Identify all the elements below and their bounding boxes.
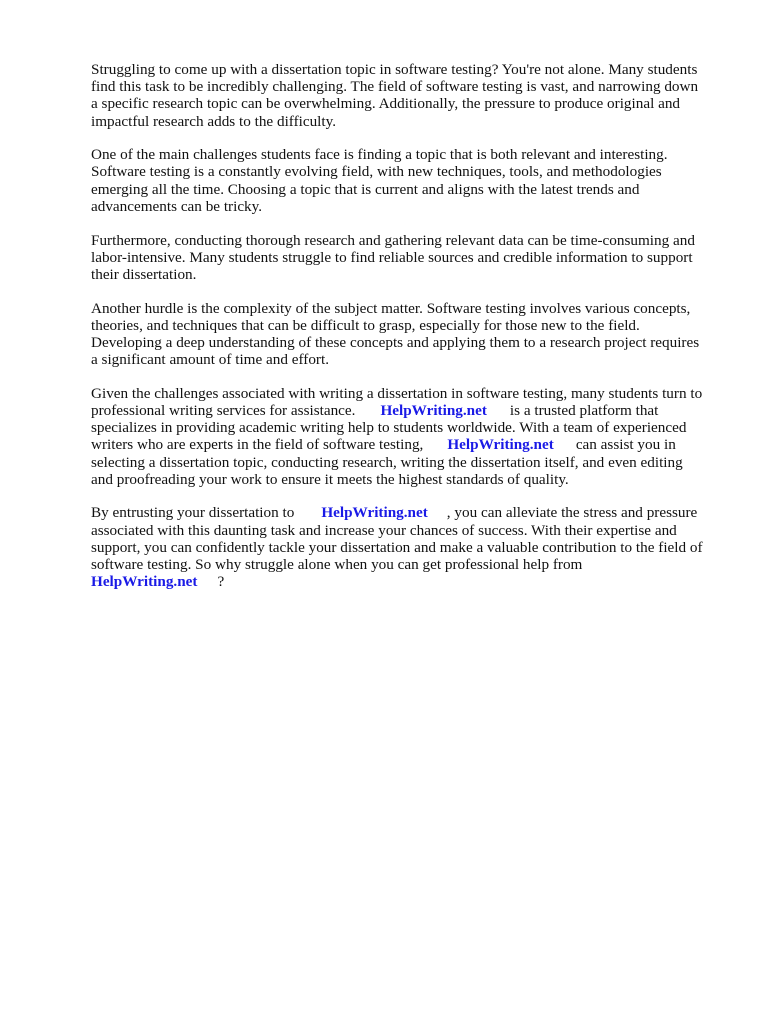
text-line: Software testing is a constantly evolving field, with new techniques, tools, and methodologies (91, 163, 662, 181)
helpwriting-link[interactable]: HelpWriting.net (380, 402, 487, 419)
paragraph-research (91, 232, 721, 284)
text-line: their dissertation. (91, 265, 197, 283)
helpwriting-link[interactable]: HelpWriting.net (321, 504, 428, 522)
text-line: theories, and techniques that can be difficult to grasp, especially for those new to the field. (91, 316, 640, 334)
text-line: Another hurdle is the complexity of the subject matter. Software testing involves various concepts, (91, 299, 691, 317)
text-fragment: ? (217, 573, 225, 591)
text-line: support, you can confidently tackle your dissertation and make a valuable contribution to the field of (91, 538, 703, 556)
text-line (91, 402, 721, 419)
paragraph-services (91, 385, 721, 488)
text-fragment: is a trusted platform that (509, 402, 659, 419)
text-line: emerging all the time. Choosing a topic that is current and aligns with the latest trends and (91, 180, 640, 198)
text-line: labor-intensive. Many students struggle to find reliable sources and credible information to support (91, 248, 693, 266)
text-line: Furthermore, conducting thorough research and gathering relevant data can be time-consuming and (91, 231, 695, 249)
paragraph-complexity (91, 300, 721, 369)
text-line: find this task to be incredibly challenging. The field of software testing is vast, and narrowing down (91, 78, 699, 96)
text-line: specializes in providing academic writing help to students worldwide. With a team of experienced (91, 419, 687, 437)
text-line: and proofreading your work to ensure it meets the highest standards of quality. (91, 470, 569, 488)
text-line: software testing. So why struggle alone when you can get professional help from (91, 556, 583, 573)
text-fragment: By entrusting your dissertation to (91, 504, 295, 522)
paragraph-intro (91, 61, 721, 130)
text-line (91, 573, 721, 590)
text-line: impactful research adds to the difficulty. (91, 112, 337, 130)
text-line: a specific research topic can be overwhelming. Additionally, the pressure to produce original and (91, 95, 681, 113)
text-fragment: , you can alleviate the stress and pressure (446, 504, 698, 522)
paragraph-challenges (91, 146, 721, 215)
text-fragment: writers who are experts in the field of software testing, (91, 436, 424, 454)
text-line: a significant amount of time and effort. (91, 351, 330, 369)
text-line (91, 436, 721, 453)
text-fragment: can assist you in (575, 436, 676, 454)
text-line: Developing a deep understanding of these concepts and applying them to a research project requires (91, 333, 700, 351)
text-line (91, 504, 721, 521)
text-line: Given the challenges associated with writing a dissertation in software testing, many students turn to (91, 384, 703, 402)
text-line: One of the main challenges students face is finding a topic that is both relevant and interesting. (91, 146, 668, 164)
text-fragment: professional writing services for assistance. (91, 402, 356, 419)
text-line: selecting a dissertation topic, conducting research, writing the dissertation itself, and even editing (91, 453, 683, 471)
helpwriting-link[interactable]: HelpWriting.net (91, 573, 198, 591)
paragraph-conclusion (91, 504, 721, 590)
document-page (91, 61, 721, 607)
text-line: Struggling to come up with a dissertation topic in software testing? You're not alone. Many students (91, 61, 698, 78)
text-line: associated with this daunting task and increase your chances of success. With their expertise and (91, 521, 677, 539)
text-line: advancements can be tricky. (91, 197, 263, 215)
helpwriting-link[interactable]: HelpWriting.net (447, 436, 554, 454)
